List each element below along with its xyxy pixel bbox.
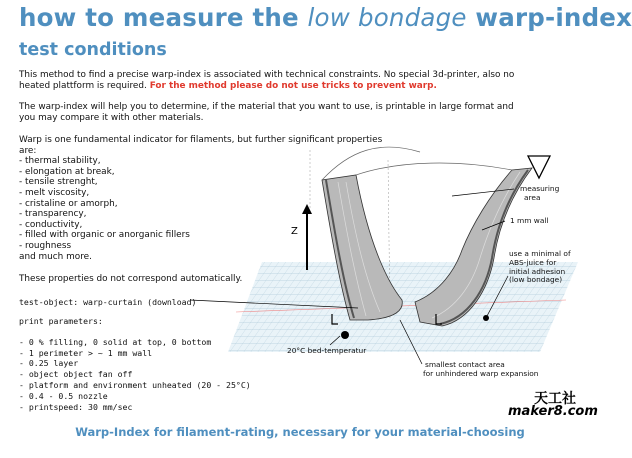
title-emphasis: low bondage <box>307 3 467 32</box>
z-axis-arrowhead <box>302 204 312 214</box>
contact-area-label <box>423 361 538 379</box>
list-item: - printspeed: 30 mm/sec <box>19 401 133 412</box>
contact-point <box>341 331 349 339</box>
print-params-heading: print parameters: <box>19 316 103 326</box>
intro-warning: For the method please do not use tricks to prevent warp. <box>149 80 437 91</box>
list-item: - filled with organic or anorganic fillers <box>19 230 190 241</box>
list-item: - 0.25 layer <box>19 358 79 369</box>
wall-label: 1 mm wall <box>510 216 549 225</box>
label-line: for unhindered warp expansion <box>423 368 539 378</box>
list-item: - 0 % filling, 0 solid at top, 0 bottom <box>19 336 212 347</box>
purpose-line-2: you may compare it with other materials. <box>19 112 204 123</box>
list-item: - object object fan off <box>19 369 133 380</box>
curtain-top-edge <box>322 147 420 180</box>
properties-intro-2: are: <box>19 145 37 156</box>
contact-point <box>483 315 489 321</box>
properties-intro: Warp is one fundamental indicator for filaments, but further significant properties <box>19 135 383 145</box>
curtain-top-edge <box>356 163 512 175</box>
z-axis-label: Z <box>291 226 298 237</box>
measuring-area-label <box>520 185 559 203</box>
list-item: - elongation at break, <box>19 166 115 177</box>
properties-note: These properties do not correspond automatically. <box>19 274 243 284</box>
label-line: use a minimal of <box>509 249 571 258</box>
measuring-triangle-icon <box>528 156 550 178</box>
list-item: - tensile strenght, <box>19 177 98 188</box>
section-subtitle: test conditions <box>19 40 167 60</box>
title-prefix: how to measure the <box>19 3 299 32</box>
list-item: - transparency, <box>19 209 87 220</box>
watermark-logo: 天工社 <box>534 391 576 407</box>
list-item: - conductivity, <box>19 219 83 230</box>
list-item: and much more. <box>19 251 92 262</box>
list-item: - cristaline or amorph, <box>19 198 118 209</box>
label-line: area <box>524 192 541 202</box>
intro-line-2: heated plattform is required. <box>19 80 147 91</box>
list-item: - platform and environment unheated (20 - 25°C) <box>19 379 251 390</box>
title-suffix: warp-index <box>475 3 632 32</box>
label-line: ABS-juice for <box>509 257 557 267</box>
list-item: - melt viscosity, <box>19 187 90 198</box>
watermark-url: maker8.com <box>508 404 598 419</box>
abs-juice-label <box>509 250 571 285</box>
label-line: smallest contact area <box>425 360 505 369</box>
list-item: - thermal stability, <box>19 156 101 167</box>
list-item: - 1 perimeter > ~ 1 mm wall <box>19 347 153 358</box>
label-line: initial adhesion <box>509 266 566 276</box>
footer-tagline: Warp-Index for filament-rating, necessary for your material-choosing <box>75 425 525 439</box>
list-item: - roughness <box>19 240 72 251</box>
label-line: measuring <box>520 184 560 193</box>
purpose-line-1: The warp-index will help you to determine, if the material that you want to use, is printable in large format and <box>19 102 514 112</box>
list-item: - 0.4 - 0.5 nozzle <box>19 390 108 401</box>
intro-line-1: This method to find a precise warp-index is associated with technical constraints. No special 3d-printer, also no <box>19 70 515 80</box>
bed-temperature-label: 20°C bed-temperatur <box>287 346 367 355</box>
test-object-label[interactable]: test-object: warp-curtain (download) <box>19 297 197 307</box>
label-line: (low bondage) <box>509 275 563 285</box>
